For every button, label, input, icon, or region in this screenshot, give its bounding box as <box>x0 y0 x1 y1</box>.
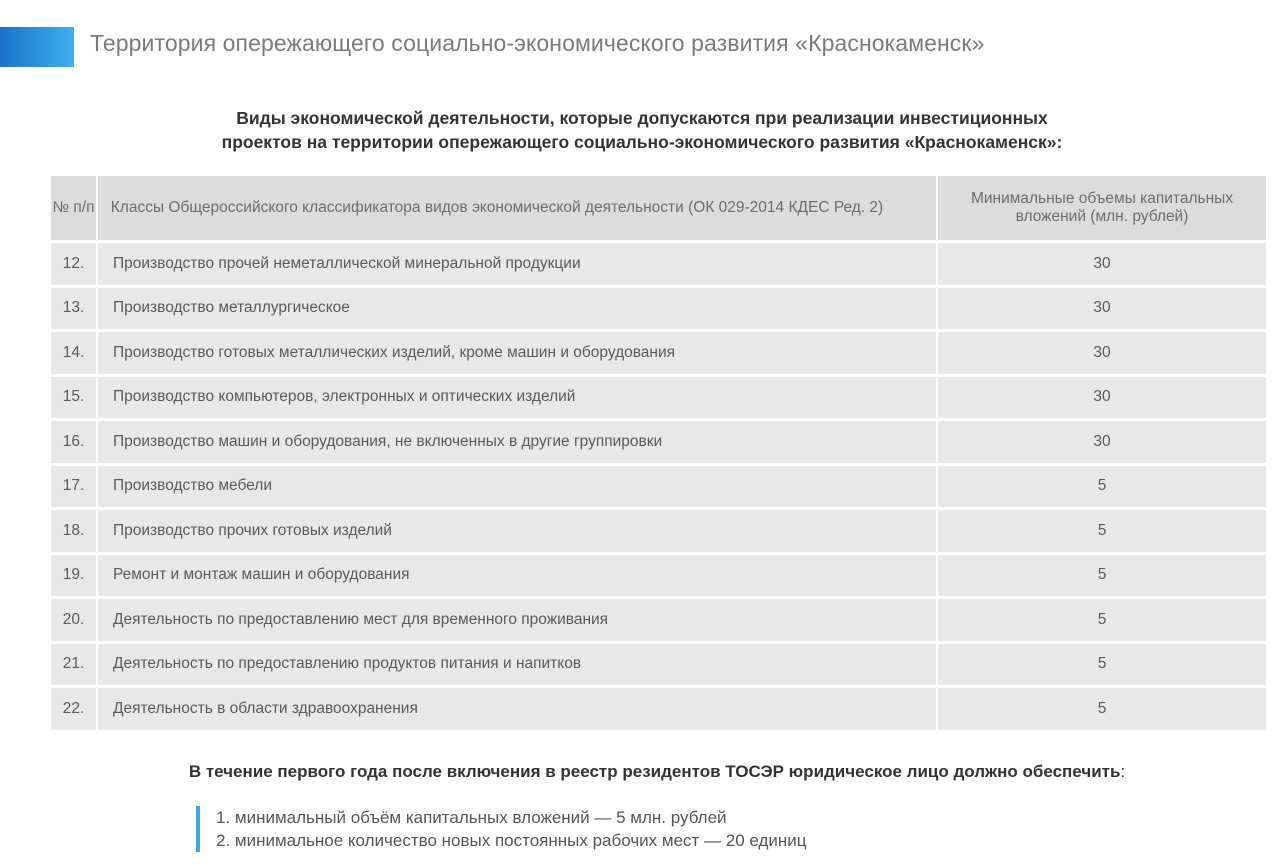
row-number: 19. <box>51 555 96 597</box>
table-body <box>51 243 1266 730</box>
row-min-investment: 30 <box>938 288 1266 330</box>
column-header-min-investment: Минимальные объемы капитальных вложений (млн. рублей) <box>938 176 1266 240</box>
row-number: 17. <box>51 466 96 508</box>
table-row <box>51 555 1266 597</box>
row-activity-name: Производство прочих готовых изделий <box>98 510 936 552</box>
row-number: 18. <box>51 510 96 552</box>
header-accent-bar <box>0 27 74 67</box>
section-heading-line-1: Виды экономической деятельности, которые допускаются при реализации инвестиционных <box>236 108 1048 128</box>
row-number: 14. <box>51 332 96 374</box>
table-header-row <box>51 176 1266 240</box>
footer-lead-colon: : <box>1120 762 1126 781</box>
row-number: 22. <box>51 688 96 730</box>
section-heading <box>0 106 1274 154</box>
section-heading-line-2: проектов на территории опережающего социально-экономического развития «Краснокаменск»: <box>221 132 1063 152</box>
table-row <box>51 377 1266 419</box>
table-row <box>51 688 1266 730</box>
column-header-classifier: Классы Общероссийского классификатора видов экономической деятельности (ОК 029-2014 КДЕС Ред. 2) <box>98 176 936 240</box>
table-row <box>51 644 1266 686</box>
row-number: 15. <box>51 377 96 419</box>
table-row <box>51 421 1266 463</box>
row-min-investment: 30 <box>938 377 1266 419</box>
requirements-list <box>196 806 807 852</box>
row-number: 20. <box>51 599 96 641</box>
row-activity-name: Производство металлургическое <box>98 288 936 330</box>
row-min-investment: 5 <box>938 555 1266 597</box>
row-activity-name: Ремонт и монтаж машин и оборудования <box>98 555 936 597</box>
row-activity-name: Деятельность по предоставлению продуктов питания и напитков <box>98 644 936 686</box>
row-min-investment: 5 <box>938 644 1266 686</box>
activities-table <box>51 176 1266 733</box>
row-min-investment: 5 <box>938 510 1266 552</box>
row-min-investment: 30 <box>938 421 1266 463</box>
row-activity-name: Производство мебели <box>98 466 936 508</box>
page-title: Территория опережающего социально-экономического развития «Краснокаменск» <box>90 30 985 56</box>
row-activity-name: Производство готовых металлических изделий, кроме машин и оборудования <box>98 332 936 374</box>
table-row <box>51 288 1266 330</box>
row-number: 12. <box>51 243 96 285</box>
row-number: 16. <box>51 421 96 463</box>
table-row <box>51 332 1266 374</box>
table-row <box>51 243 1266 285</box>
row-activity-name: Производство машин и оборудования, не включенных в другие группировки <box>98 421 936 463</box>
row-activity-name: Деятельность по предоставлению мест для временного проживания <box>98 599 936 641</box>
column-header-number: № п/п <box>51 176 96 240</box>
row-number: 13. <box>51 288 96 330</box>
table-row <box>51 599 1266 641</box>
table-row <box>51 510 1266 552</box>
row-activity-name: Деятельность в области здравоохранения <box>98 688 936 730</box>
row-min-investment: 30 <box>938 332 1266 374</box>
row-number: 21. <box>51 644 96 686</box>
row-min-investment: 5 <box>938 599 1266 641</box>
row-min-investment: 5 <box>938 688 1266 730</box>
table-row <box>51 466 1266 508</box>
row-activity-name: Производство прочей неметаллической минеральной продукции <box>98 243 936 285</box>
requirement-item-1: 1. минимальный объём капитальных вложений — 5 млн. рублей <box>216 808 727 827</box>
row-min-investment: 5 <box>938 466 1266 508</box>
footer-lead-text <box>0 762 1274 782</box>
row-min-investment: 30 <box>938 243 1266 285</box>
requirement-item-2: 2. минимальное количество новых постоянных рабочих мест — 20 единиц <box>216 831 807 850</box>
footer-lead-bold: В течение первого года после включения в реестр резидентов ТОСЭР юридическое лицо должно обеспечить <box>188 762 1121 781</box>
row-activity-name: Производство компьютеров, электронных и оптических изделий <box>98 377 936 419</box>
